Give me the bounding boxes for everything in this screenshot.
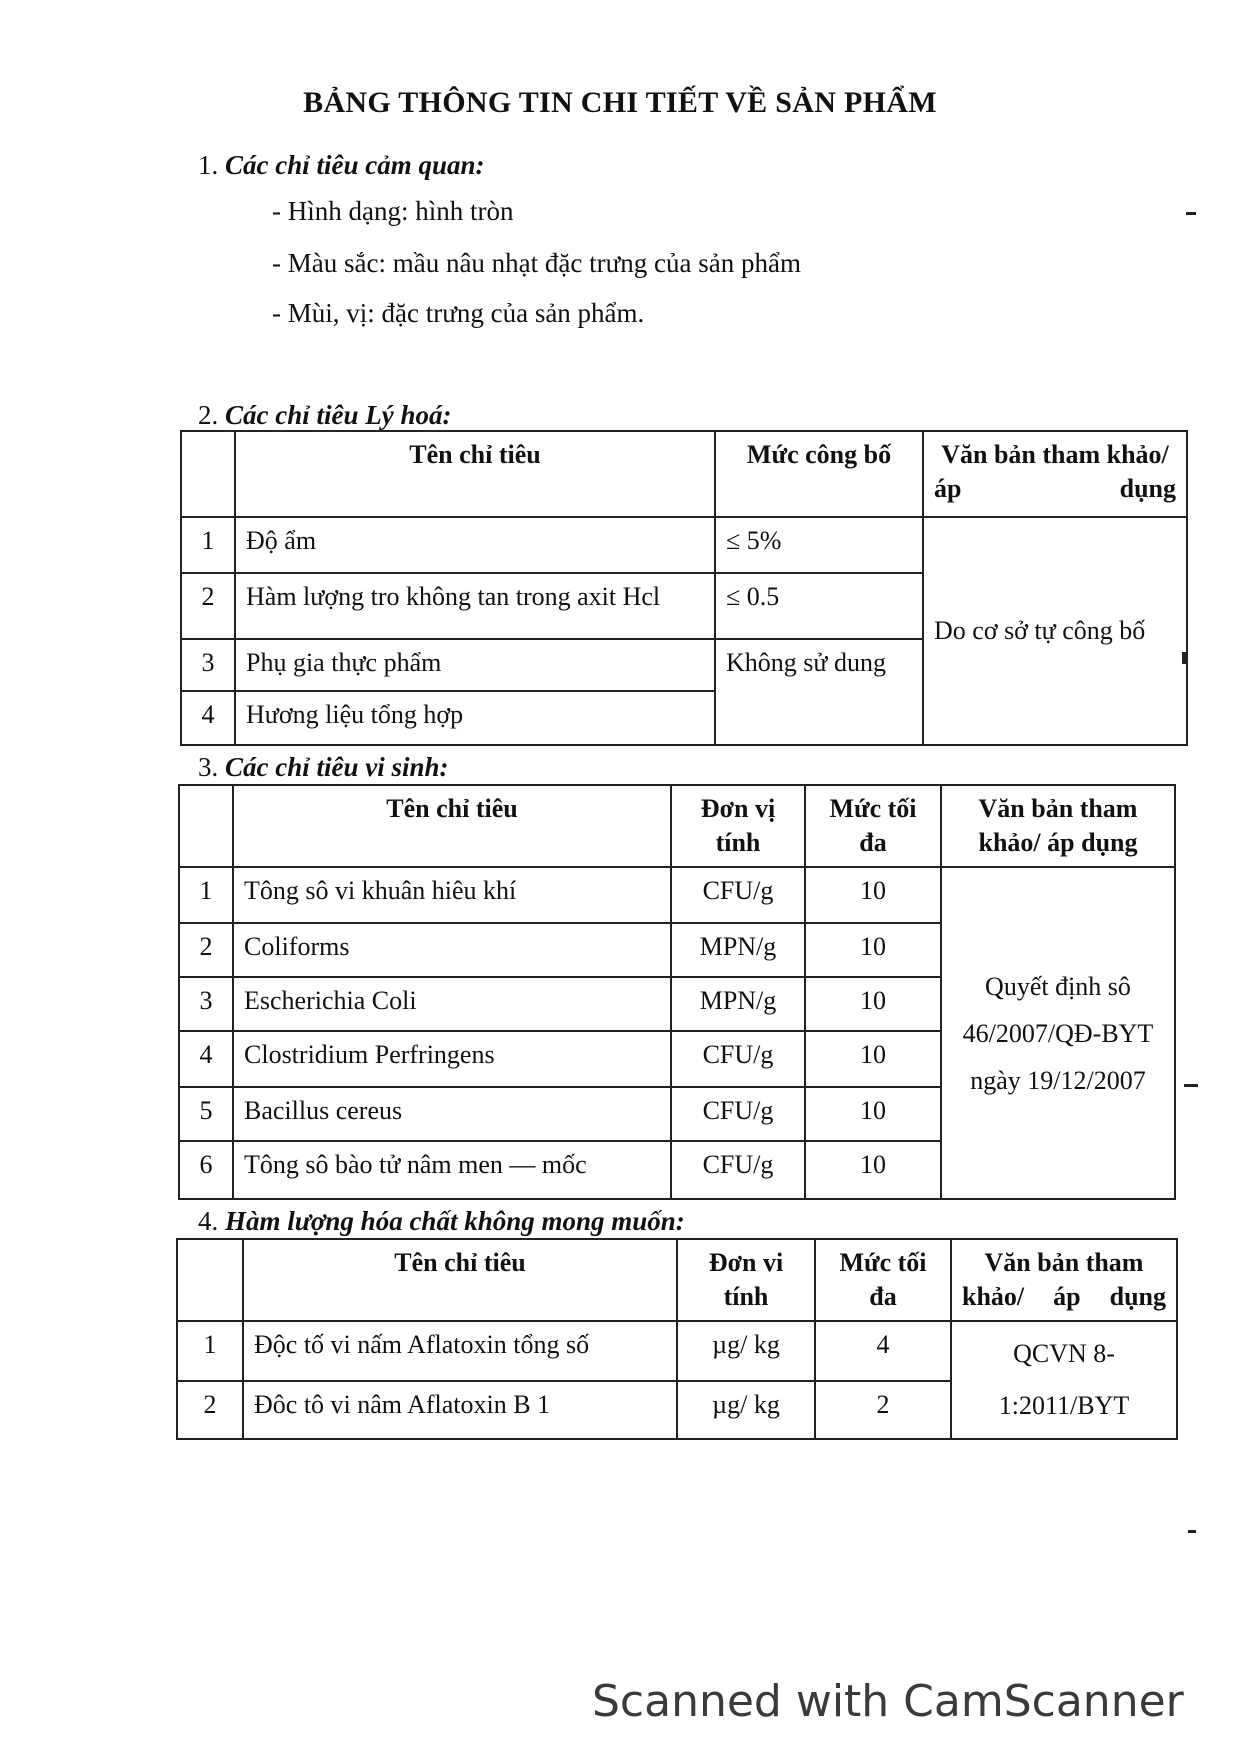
section-4-number: 4. (198, 1206, 219, 1236)
header-ref-cell: Văn bản tham khảo/ áp dụng (951, 1239, 1177, 1321)
section-1-heading (198, 150, 485, 181)
section-3-heading (198, 752, 449, 783)
row-name: Hương liệu tổng hợp (235, 691, 715, 745)
ref-cell: Quyết định sô 46/2007/QĐ-BYT ngày 19/12/2007 (941, 867, 1175, 1199)
ref-cell: QCVN 8-1:2011/BYT (951, 1321, 1177, 1439)
undesired-chemicals-table (176, 1238, 1178, 1440)
header-ref-cell: Văn bản tham khảo/ áp dụng (923, 431, 1187, 517)
row-name: Phụ gia thực phẩm (235, 639, 715, 691)
section-3-number: 3. (198, 752, 219, 782)
row-level: Không sử dung (715, 639, 923, 745)
row-no: 1 (181, 517, 235, 573)
row-no: 6 (179, 1141, 233, 1199)
row-max: 4 (815, 1321, 951, 1381)
row-max: 10 (805, 977, 941, 1031)
row-max: 10 (805, 1031, 941, 1087)
header-max-cell: Mức tối đa (805, 785, 941, 867)
header-name-cell: Tên chỉ tiêu (233, 785, 671, 867)
row-name: Đôc tô vi nâm Aflatoxin B 1 (243, 1381, 677, 1439)
row-unit: µg/ kg (677, 1381, 815, 1439)
row-max: 10 (805, 923, 941, 977)
row-no: 4 (181, 691, 235, 745)
ref-cell: Do cơ sở tự công bố (923, 517, 1187, 745)
row-level: ≤ 5% (715, 517, 923, 573)
row-unit: MPN/g (671, 977, 805, 1031)
row-level: ≤ 0.5 (715, 573, 923, 639)
scan-mark (1186, 212, 1196, 215)
header-ref-cell: Văn bản tham khảo/ áp dụng (941, 785, 1175, 867)
row-name: Độ ẩm (235, 517, 715, 573)
header-unit-cell: Đơn vi tính (677, 1239, 815, 1321)
header-level-cell: Mức công bố (715, 431, 923, 517)
section-1-number: 1. (198, 150, 219, 180)
row-no: 2 (177, 1381, 243, 1439)
table-row (177, 1321, 1177, 1381)
table-row (179, 867, 1175, 923)
row-no: 4 (179, 1031, 233, 1087)
row-no: 5 (179, 1087, 233, 1141)
scan-mark (1188, 1530, 1196, 1533)
row-name: Tông sô bào tử nâm men — mốc (233, 1141, 671, 1199)
row-name: Hàm lượng tro không tan trong axit Hcl (235, 573, 715, 639)
row-max: 10 (805, 1087, 941, 1141)
sensory-smell-taste: - Mùi, vị: đặc trưng của sản phẩm. (272, 298, 645, 328)
section-2-title: Các chỉ tiêu Lý hoá: (225, 400, 452, 430)
section-4-title: Hàm lượng hóa chất không mong muốn: (225, 1206, 685, 1236)
row-unit: MPN/g (671, 923, 805, 977)
scan-mark (1182, 652, 1186, 664)
row-name: Độc tố vi nấm Aflatoxin tổng số (243, 1321, 677, 1381)
table-row (181, 517, 1187, 573)
row-no: 3 (181, 639, 235, 691)
scanner-watermark: Scanned with CamScanner (592, 1676, 1184, 1727)
row-max: 10 (805, 1141, 941, 1199)
row-no: 3 (179, 977, 233, 1031)
header-name-cell: Tên chỉ tiêu (235, 431, 715, 517)
sensory-color: - Màu sắc: mầu nâu nhạt đặc trưng của sản phẩm (272, 248, 801, 278)
section-4-heading (198, 1206, 685, 1237)
row-name: Coliforms (233, 923, 671, 977)
page-title: BẢNG THÔNG TIN CHI TIẾT VỀ SẢN PHẨM (303, 86, 937, 119)
row-max: 10 (805, 867, 941, 923)
header-name-cell: Tên chỉ tiêu (243, 1239, 677, 1321)
row-no: 1 (177, 1321, 243, 1381)
section-3-title: Các chỉ tiêu vi sinh: (225, 752, 449, 782)
row-unit: CFU/g (671, 867, 805, 923)
row-name: Tông sô vi khuân hiêu khí (233, 867, 671, 923)
row-unit: µg/ kg (677, 1321, 815, 1381)
physicochemical-table (180, 430, 1188, 746)
section-2-heading (198, 400, 451, 431)
row-unit: CFU/g (671, 1031, 805, 1087)
row-no: 1 (179, 867, 233, 923)
table-header-row (177, 1239, 1177, 1321)
header-no-cell (181, 431, 235, 517)
section-1-title: Các chỉ tiêu cảm quan: (225, 150, 485, 180)
row-max: 2 (815, 1381, 951, 1439)
table-header-row (181, 431, 1187, 517)
scan-mark (1184, 1084, 1198, 1087)
header-no-cell (179, 785, 233, 867)
header-no-cell (177, 1239, 243, 1321)
header-unit-cell: Đơn vị tính (671, 785, 805, 867)
row-unit: CFU/g (671, 1141, 805, 1199)
row-no: 2 (179, 923, 233, 977)
microbiological-table (178, 784, 1176, 1200)
row-no: 2 (181, 573, 235, 639)
table-header-row (179, 785, 1175, 867)
row-name: Escherichia Coli (233, 977, 671, 1031)
row-name: Bacillus cereus (233, 1087, 671, 1141)
header-max-cell: Mức tối đa (815, 1239, 951, 1321)
row-name: Clostridium Perfringens (233, 1031, 671, 1087)
sensory-shape: - Hình dạng: hình tròn (272, 196, 514, 226)
section-2-number: 2. (198, 400, 219, 430)
row-unit: CFU/g (671, 1087, 805, 1141)
